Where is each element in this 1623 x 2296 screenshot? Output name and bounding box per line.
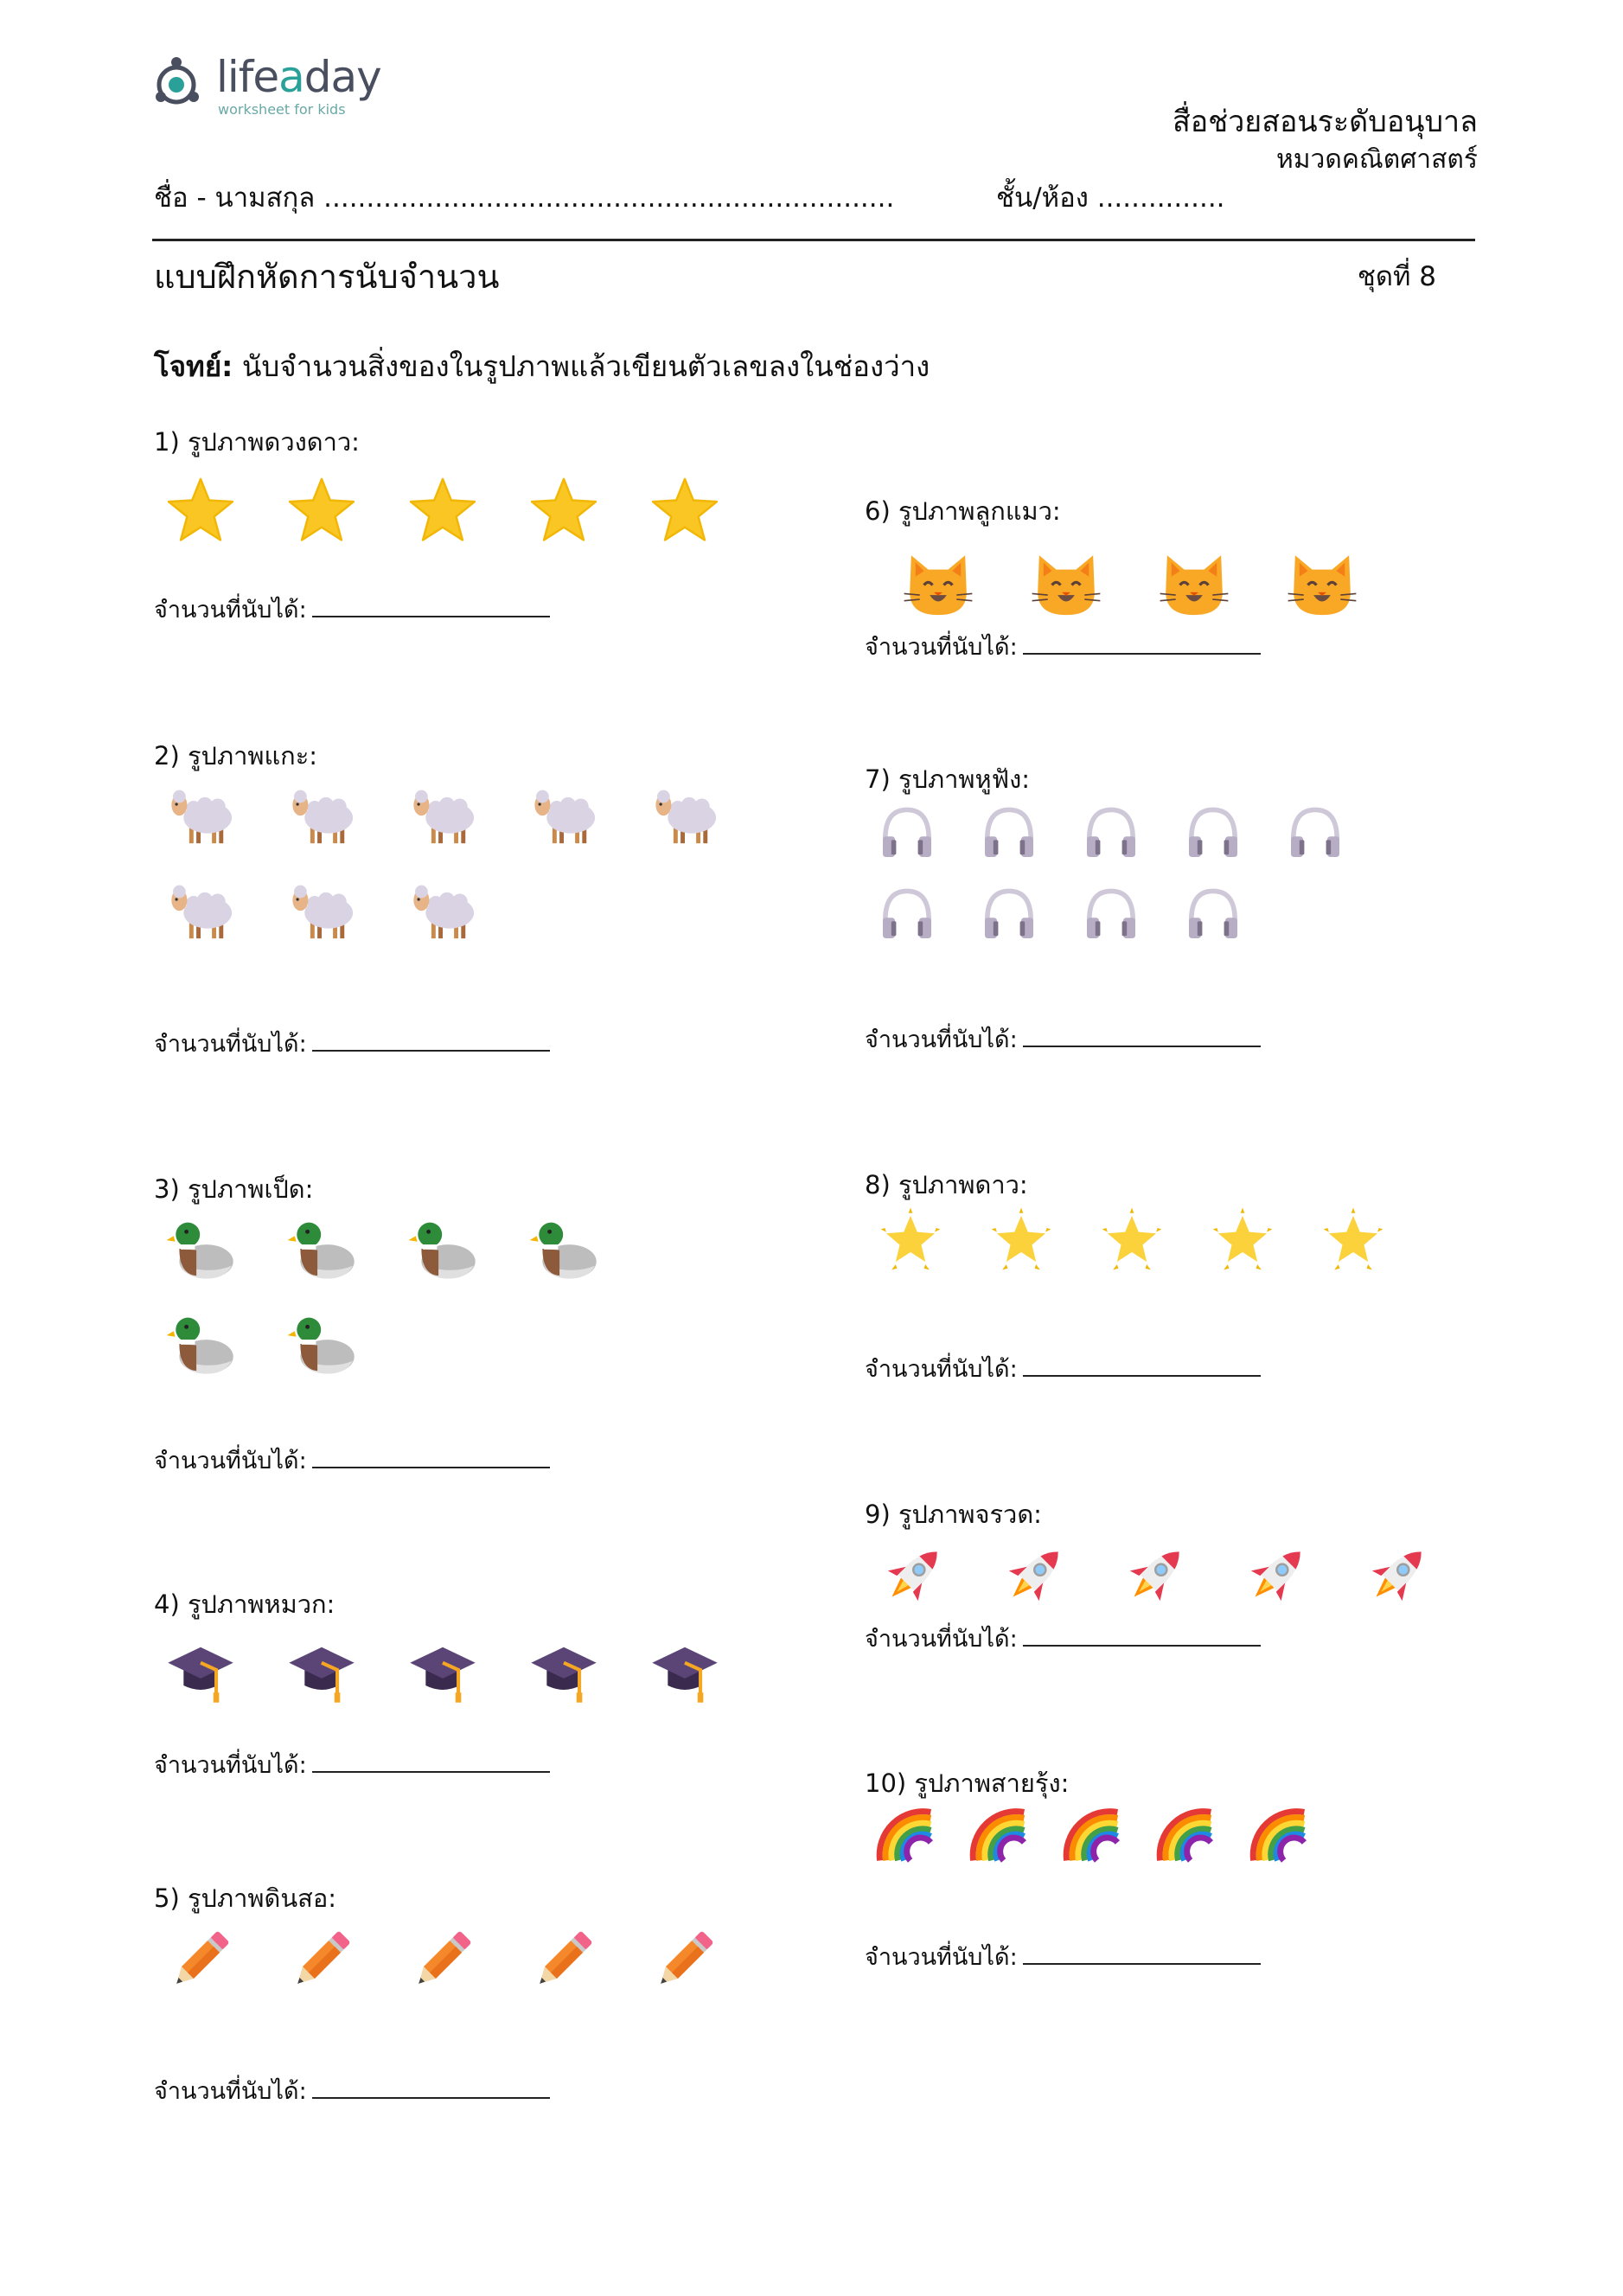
graduation-cap-icon [407,1634,478,1705]
graduation-cap-icon [528,1634,599,1705]
question-2-answer[interactable]: จำนวนที่นับได้: [154,1025,550,1062]
rocket-icon [1242,1539,1313,1610]
sheep-icon [649,781,720,852]
headphones-icon [1081,803,1141,863]
question-7-answer[interactable]: จำนวนที่นับได้: [865,1020,1261,1058]
rocket-icon [1000,1539,1070,1610]
headphones-icon [1183,803,1243,863]
answer-blank[interactable] [1023,1624,1261,1647]
star-icon [286,475,357,546]
duck-icon [286,1213,357,1284]
sparkle-star-icon [1319,1206,1387,1274]
material-category: สื่อช่วยสอนระดับอนุบาล [1172,105,1478,139]
answer-blank[interactable] [1023,632,1261,655]
answer-blank[interactable] [312,2076,550,2099]
pencil-icon [407,1924,478,1995]
graduation-cap-icon [286,1634,357,1705]
sheep-icon [165,781,236,852]
logo-wordmark: lifeaday [216,52,381,102]
class-field[interactable]: ชั้น/ห้อง ............... [996,182,1225,214]
instruction-label: โจทย์: [154,349,233,383]
headphones-icon [1183,884,1243,944]
headphones-icon [1285,803,1345,863]
answer-blank[interactable] [312,595,550,617]
rainbow-icon [1249,1805,1309,1865]
question-4-label: 4) รูปภาพหมวก: [154,1589,335,1619]
answer-blank[interactable] [1023,1354,1261,1377]
rainbow-icon [968,1805,1029,1865]
pencil-icon [528,1924,599,1995]
answer-blank[interactable] [312,1029,550,1052]
rainbow-icon [1155,1805,1216,1865]
question-8-answer[interactable]: จำนวนที่นับได้: [865,1350,1261,1387]
question-1-answer[interactable]: จำนวนที่นับได้: [154,591,550,628]
question-3-label: 3) รูปภาพเป็ด: [154,1174,314,1204]
question-5-answer[interactable]: จำนวนที่นับได้: [154,2072,550,2109]
cat-face-icon [1031,548,1102,619]
headphones-icon [979,884,1039,944]
sparkle-star-icon [1098,1206,1166,1274]
sheep-icon [528,781,599,852]
rocket-icon [1121,1539,1192,1610]
header-divider [152,239,1475,241]
sheep-icon [407,781,478,852]
headphones-icon [1081,884,1141,944]
pencil-icon [649,1924,720,1995]
question-3-answer[interactable]: จำนวนที่นับได้: [154,1442,550,1479]
sparkle-star-icon [987,1206,1055,1274]
duck-icon [165,1213,236,1284]
student-name-field[interactable]: ชื่อ - นามสกุล ................................................................... [154,182,895,214]
question-6-label: 6) รูปภาพลูกแมว: [865,496,1061,526]
question-9-answer[interactable]: จำนวนที่นับได้: [865,1620,1261,1657]
question-10-label: 10) รูปภาพสายรุ้ง: [865,1768,1070,1798]
question-2-label: 2) รูปภาพแกะ: [154,741,318,771]
duck-icon [165,1308,236,1379]
sheep-icon [407,876,478,947]
rocket-icon [879,1539,949,1610]
pencil-icon [165,1924,236,1995]
star-icon [649,475,720,546]
rocket-icon [1363,1539,1434,1610]
pencil-icon [286,1924,357,1995]
cat-face-icon [1159,548,1230,619]
set-number: ชุดที่ 8 [1357,261,1436,292]
answer-blank[interactable] [1023,1025,1261,1047]
question-7-label: 7) รูปภาพหูฟัง: [865,764,1031,794]
question-6-answer[interactable]: จำนวนที่นับได้: [865,628,1261,665]
instruction [154,343,930,389]
question-5-label: 5) รูปภาพดินสอ: [154,1883,337,1913]
question-10-answer[interactable]: จำนวนที่นับได้: [865,1938,1261,1975]
graduation-cap-icon [165,1634,236,1705]
rainbow-icon [875,1805,936,1865]
cat-face-icon [1287,548,1358,619]
graduation-cap-icon [649,1634,720,1705]
headphones-icon [979,803,1039,863]
question-4-answer[interactable]: จำนวนที่นับได้: [154,1746,550,1783]
worksheet-title: แบบฝึกหัดการนับจำนวน [154,258,500,296]
question-9-label: 9) รูปภาพจรวด: [865,1500,1042,1529]
sheep-icon [286,781,357,852]
instruction-text: นับจำนวนสิ่งของในรูปภาพแล้วเขียนตัวเลขลงในช่องว่าง [233,349,930,383]
star-icon [528,475,599,546]
sparkle-star-icon [877,1206,944,1274]
answer-blank[interactable] [312,1750,550,1773]
duck-icon [528,1213,599,1284]
star-icon [407,475,478,546]
question-8-label: 8) รูปภาพดาว: [865,1170,1028,1199]
headphones-icon [877,803,937,863]
rainbow-icon [1062,1805,1122,1865]
sparkle-star-icon [1209,1206,1276,1274]
answer-blank[interactable] [1023,1942,1261,1965]
duck-icon [286,1308,357,1379]
sheep-icon [165,876,236,947]
star-icon [165,475,236,546]
answer-blank[interactable] [312,1446,550,1468]
question-1-label: 1) รูปภาพดวงดาว: [154,427,360,457]
headphones-icon [877,884,937,944]
logo-tagline: worksheet for kids [218,101,346,118]
duck-icon [407,1213,478,1284]
cat-face-icon [903,548,974,619]
subject-category: หมวดคณิตศาสตร์ [1275,144,1478,175]
sheep-icon [286,876,357,947]
